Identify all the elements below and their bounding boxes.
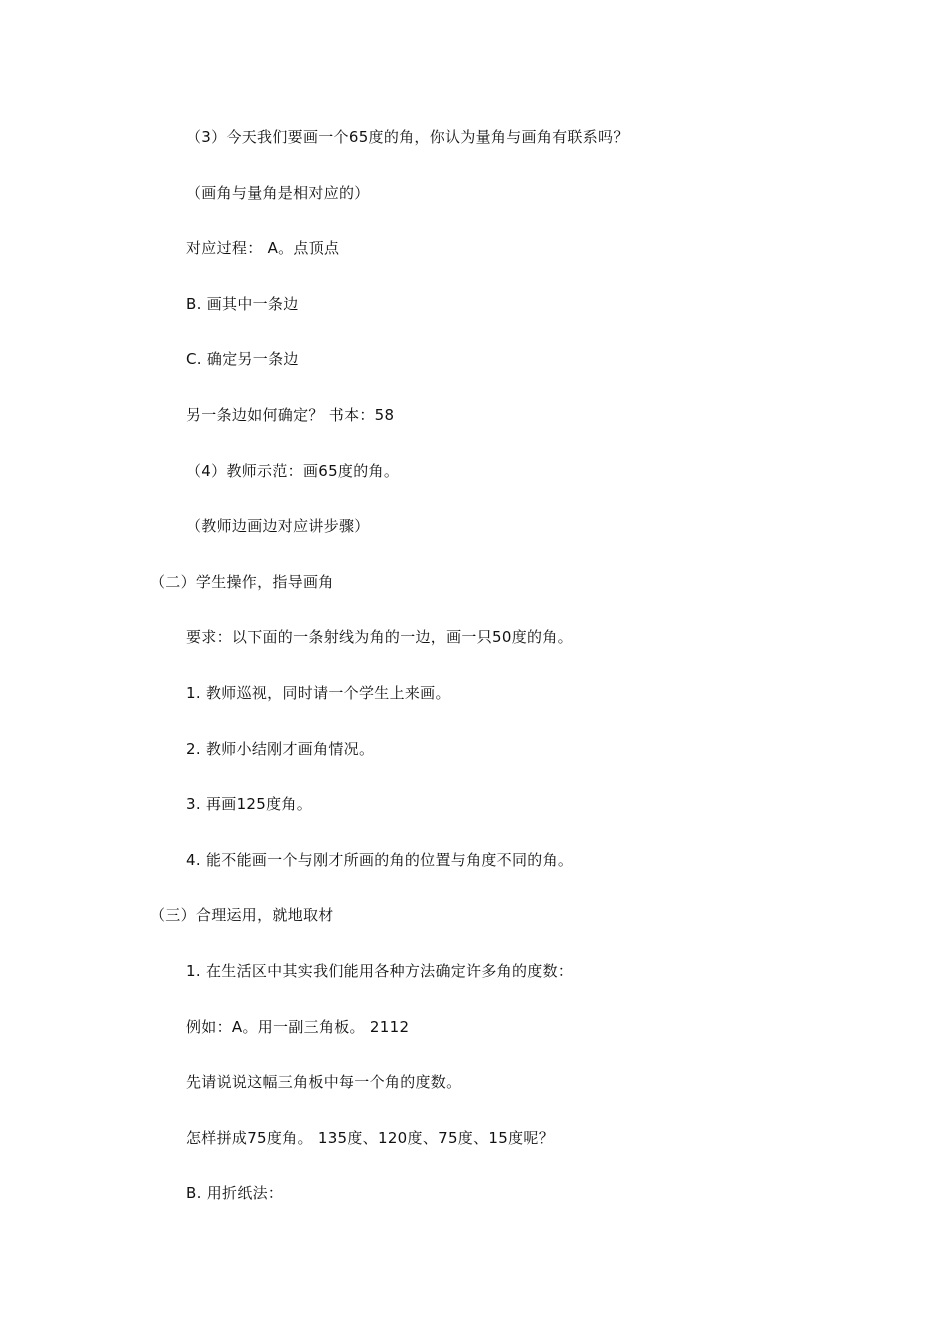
paragraph-process-b: B. 画其中一条边 <box>186 295 299 313</box>
paragraph-combine-angles: 怎样拼成75度角。 135度、120度、75度、15度呢？ <box>186 1129 554 1147</box>
paragraph-demo-note: （教师边画边对应讲步骤） <box>186 517 370 535</box>
paragraph-example-a: 例如：A。用一副三角板。 2112 <box>186 1018 410 1036</box>
section-heading-3: （三）合理运用，就地取材 <box>150 906 334 924</box>
paragraph-step-4-demo: （4）教师示范：画65度的角。 <box>186 462 400 480</box>
list-item-life: 1. 在生活区中其实我们能用各种方法确定许多角的度数： <box>186 962 574 980</box>
section-heading-2: （二）学生操作，指导画角 <box>150 573 334 591</box>
list-item-4: 4. 能不能画一个与刚才所画的角的位置与角度不同的角。 <box>186 851 574 869</box>
paragraph-example-b: B. 用折纸法： <box>186 1184 284 1202</box>
paragraph-answer-note: （画角与量角是相对应的） <box>186 184 370 202</box>
list-item-3: 3. 再画125度角。 <box>186 795 313 813</box>
paragraph-requirement: 要求：以下面的一条射线为角的一边，画一只50度的角。 <box>186 628 573 646</box>
paragraph-triangle-degrees: 先请说说这幅三角板中每一个角的度数。 <box>186 1073 462 1091</box>
paragraph-process-a: 对应过程： A。点顶点 <box>186 239 340 257</box>
paragraph-other-side: 另一条边如何确定？ 书本：58 <box>186 406 395 424</box>
paragraph-process-c: C. 确定另一条边 <box>186 350 299 368</box>
list-item-2: 2. 教师小结刚才画角情况。 <box>186 740 375 758</box>
list-item-1: 1. 教师巡视，同时请一个学生上来画。 <box>186 684 451 702</box>
paragraph-step-3-question: （3）今天我们要画一个65度的角，你认为量角与画角有联系吗？ <box>186 128 629 146</box>
